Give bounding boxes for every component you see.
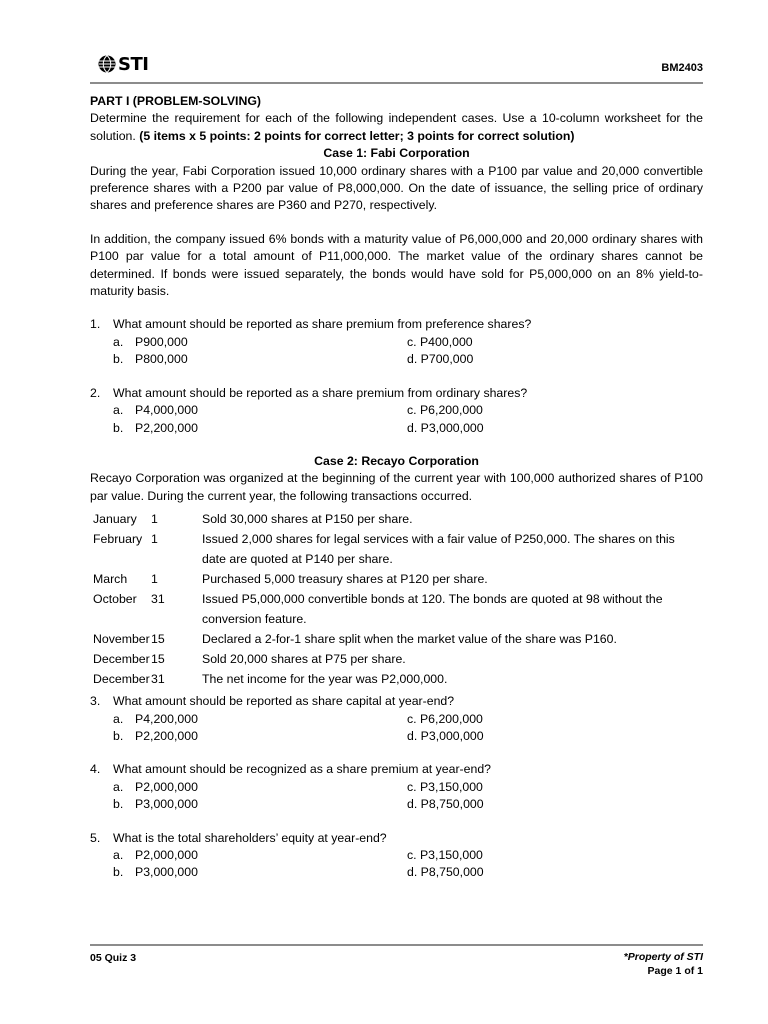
transaction-month: January <box>93 512 137 527</box>
footer-info <box>624 950 703 978</box>
transaction-row <box>93 569 702 589</box>
case2-paragraph: Recayo Corporation was organized at the beginning of the current year with 100,000 authorized shares of P100 par value. During the current year, the following transactions occurred. <box>90 471 703 503</box>
question-4 <box>90 761 703 813</box>
document-code: BM2403 <box>661 62 703 74</box>
header-divider <box>90 82 703 84</box>
question-text: What is the total shareholders’ equity at year-end? <box>113 830 387 845</box>
transaction-month: November <box>93 632 150 647</box>
case1-title: Case 1: Fabi Corporation <box>323 146 470 161</box>
choice-a: a. P2,000,000 <box>113 779 198 794</box>
transaction-description: The net income for the year was P2,000,000. <box>202 672 448 687</box>
transaction-row <box>93 629 702 649</box>
question-number: 2. <box>90 385 101 400</box>
choice-d: d. P3,000,000 <box>407 420 484 435</box>
choice-a: a. P900,000 <box>113 334 188 349</box>
choice-c: c. P6,200,000 <box>407 403 483 418</box>
transaction-day: 31 <box>151 592 165 607</box>
page-header <box>90 48 703 84</box>
transaction-description: Declared a 2-for-1 share split when the market value of the share was P160. <box>202 632 617 647</box>
choice-d: d. P3,000,000 <box>407 728 484 743</box>
transaction-day: 15 <box>151 652 165 667</box>
page-number: Page 1 of 1 <box>647 965 703 977</box>
case1-paragraph-1: During the year, Fabi Corporation issued 10,000 ordinary shares with a P100 par value and 20,000 convertible preference shares with a P200 par value of P8,000,000. On the date of issuance, the selling price of ordinary shares and preference shares are P360 and P270, respectively. <box>90 163 703 213</box>
transaction-month: February <box>93 532 143 547</box>
question-text: What amount should be reported as share premium from preference shares? <box>113 317 532 332</box>
transaction-row <box>93 589 702 629</box>
question-5 <box>90 830 703 882</box>
choice-c: c. P400,000 <box>407 334 473 349</box>
transactions-table <box>93 509 702 689</box>
choice-b: b. P2,200,000 <box>113 728 198 743</box>
instructions-text: Determine the requirement for each of the following independent cases. Use a 10-column worksheet for the solution. <box>90 111 703 143</box>
transaction-row <box>93 649 702 669</box>
transaction-description: Issued P5,000,000 convertible bonds at 120. The bonds are quoted at 98 without the conversion feature. <box>202 592 663 627</box>
transaction-month: October <box>93 592 137 607</box>
choice-d: d. P8,750,000 <box>407 797 484 812</box>
footer-divider <box>90 944 703 946</box>
question-1 <box>90 316 703 368</box>
points-note: (5 items x 5 points: 2 points for correct letter; 3 points for correct solution) <box>139 128 575 143</box>
choice-b: b. P2,200,000 <box>113 420 198 435</box>
question-2 <box>90 385 703 437</box>
transaction-day: 1 <box>151 512 158 527</box>
transaction-day: 31 <box>151 672 165 687</box>
transaction-day: 15 <box>151 632 165 647</box>
choice-a: a. P4,000,000 <box>113 403 198 418</box>
choice-b: b. P3,000,000 <box>113 865 198 880</box>
choice-d: d. P700,000 <box>407 352 474 367</box>
choice-c: c. P3,150,000 <box>407 847 483 862</box>
choice-b: b. P800,000 <box>113 352 188 367</box>
transaction-month: December <box>93 672 150 687</box>
case1-paragraph-2: In addition, the company issued 6% bonds with a maturity value of P6,000,000 and 20,000 ordinary shares with P100 par value for a total amount of P11,000,000. The market value of the ordinary shares cannot be determined. If bonds were issued separately, the bonds would have sold for P5,000,000 on an 8% yield-to-maturity basis. <box>90 231 703 299</box>
transaction-month: March <box>93 572 128 587</box>
transaction-description: Issued 2,000 shares for legal services with a fair value of P250,000. The shares on this date are quoted at P140 per share. <box>202 532 675 567</box>
choice-a: a. P2,000,000 <box>113 847 198 862</box>
transaction-row <box>93 509 702 529</box>
transaction-day: 1 <box>151 532 158 547</box>
part-title: PART I (PROBLEM-SOLVING) <box>90 94 262 108</box>
transaction-row <box>93 529 702 569</box>
instructions <box>90 110 703 145</box>
question-text: What amount should be reported as a share premium from ordinary shares? <box>113 385 528 400</box>
choice-a: a. P4,200,000 <box>113 711 198 726</box>
question-text: What amount should be recognized as a share premium at year-end? <box>113 762 491 777</box>
transaction-description: Sold 30,000 shares at P150 per share. <box>202 512 413 527</box>
question-number: 3. <box>90 694 101 709</box>
sti-logo <box>97 53 148 75</box>
question-number: 1. <box>90 317 101 332</box>
choice-c: c. P6,200,000 <box>407 711 483 726</box>
property-note: *Property of STI <box>623 951 703 963</box>
transaction-row <box>93 669 702 689</box>
transaction-day: 1 <box>151 572 158 587</box>
choice-d: d. P8,750,000 <box>407 865 484 880</box>
document-body <box>90 93 703 882</box>
choice-c: c. P3,150,000 <box>407 779 483 794</box>
question-text: What amount should be reported as share capital at year-end? <box>113 694 455 709</box>
transaction-description: Sold 20,000 shares at P75 per share. <box>202 652 406 667</box>
question-number: 5. <box>90 830 101 845</box>
transaction-description: Purchased 5,000 treasury shares at P120 per share. <box>202 572 488 587</box>
question-number: 4. <box>90 762 101 777</box>
sti-globe-icon <box>97 54 117 74</box>
transaction-month: December <box>93 652 150 667</box>
logo-text: STI <box>118 53 149 75</box>
case2-title: Case 2: Recayo Corporation <box>314 453 479 468</box>
question-3 <box>90 693 703 745</box>
quiz-label: 05 Quiz 3 <box>90 952 137 964</box>
choice-b: b. P3,000,000 <box>113 797 198 812</box>
